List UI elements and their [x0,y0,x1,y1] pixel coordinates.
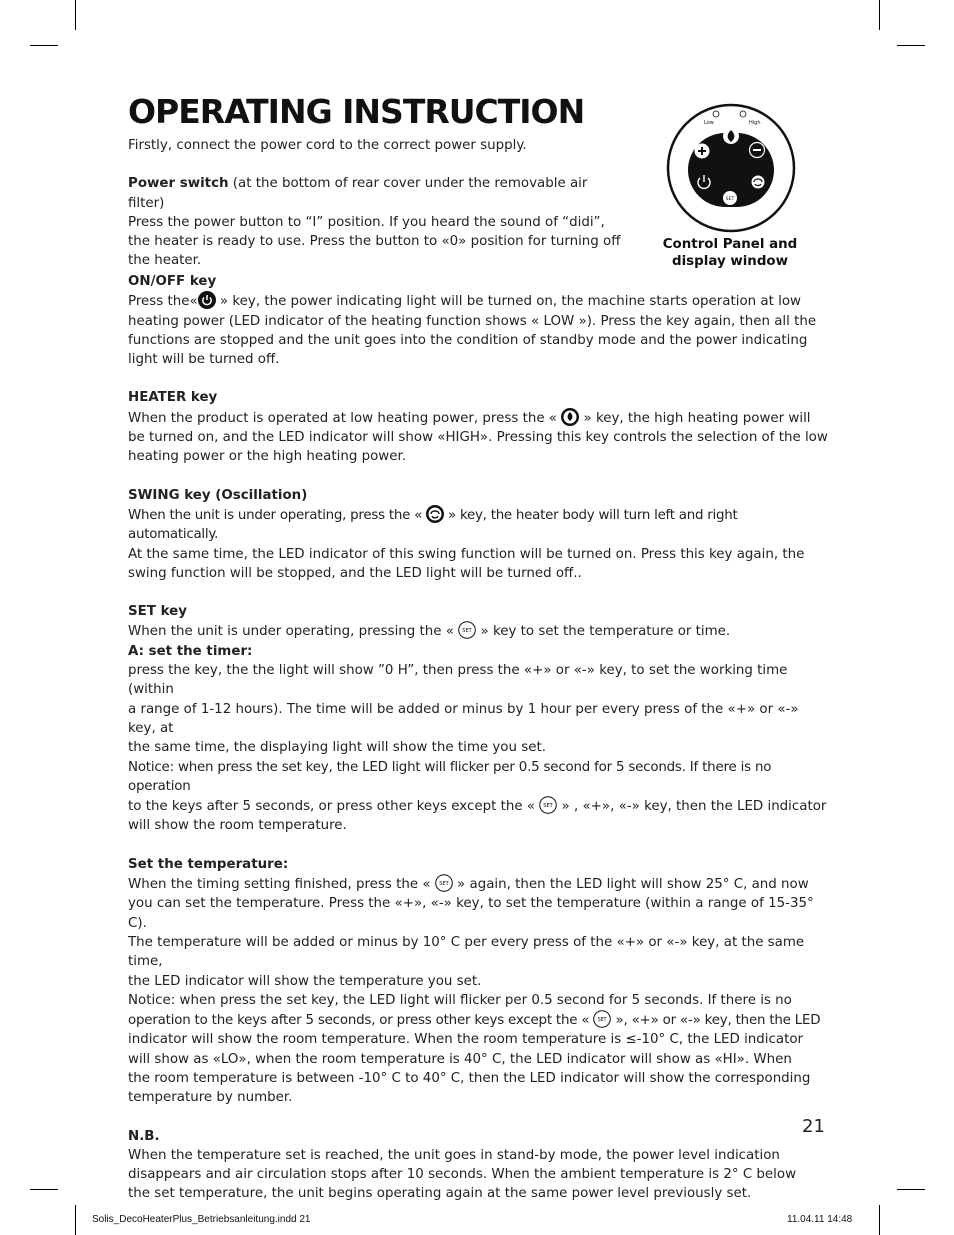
label-low: Low [704,120,714,126]
on-off-heading: ON/OFF key [128,274,217,289]
heater-key-icon [723,128,739,144]
main-content: ON/OFF key Press the« » key, the power indicating light will be turned on, the machine starts operation at low heating power (LED indicator of the heating function shows « LOW »). Press the key again, then all the functions are stopped and the unit goes into the condition of standby mode and the power indicating light will be turned off. HEATER key When the product is operated at low heating power, press the « » key, the high heating power will be turned on, and the LED indicator will show «HIGH». Pressing this key controls the selection of the low heating power or the high heating power. SWING key (Oscillation) When the unit is under operating, press the « » key, the heater body will turn left and right automatically. At the same time, the LED indicator of this swing function will be turned on. Press this key again, the swing function will be stopped, and the LED light will be turned off.. SET key When the unit is under operating, pressing the « SET » key to set the temperature or time. A: set the timer: press the key, the the light will show ”0 H”, then press the «+» or «-» key, to set the working time (within a range of 1-12 hours). The time will be added or minus by 1 hour per every press of the «+» or «-» key, at the same time, the displaying light will show the time you set. Notice: when press the set key, the LED light will flicker per 0.5 second for 5 seconds. If there is no operation to the keys after 5 seconds, or press other keys except the « SET » , «+», «-» key, then the LED indicator will show the room temperature. Set the temperature: When the timing setting finished, press the « SET » again, then the LED light will show 25° C, and now you can set the temperature. Press the «+», «-» key, to set the temperature (within a range of 15-35° C). The temperature will be added or minus by 10° C per every press of the «+» or «-» key, at the same time, the LED indicator will show the temperature you set. Notice: when press the set key, the LED light will flicker per 0.5 second for 5 seconds. If there is no operation to the keys after 5 seconds, or press other keys except the « SET », «+» or «-» key, then the LED indicator will show the room temperature. When the room temperature is ≤-10° C, the LED indicator will show as «LO», when the room temperature is 40° C, the LED indicator will show as «HI». When the room temperature is between -10° C to 40° C, then the LED indicator will show the corresponding temperature by number. N.B. When the temperature set is reached, the unit goes in stand-by mode, the power level indication disappears and air circulation stops after 10 seconds. When the ambient temperature is 2° C below the set temperature, the unit begins operating again at the same power level previously set. [128,274,828,1202]
svg-text:SET: SET [439,881,449,888]
svg-text:SET: SET [598,1017,607,1024]
crop-mark [879,1205,880,1235]
plus-key-icon [695,144,710,159]
swing-icon [426,505,444,523]
crop-mark [75,1205,76,1235]
page-title: OPERATING INSTRUCTION [128,92,585,131]
svg-text:SET: SET [543,803,553,810]
set-icon [539,796,557,814]
power-icon [198,291,216,309]
svg-text:SET: SET [725,197,735,202]
panel-caption: Control Panel and display window [662,237,798,269]
led-low-icon [713,111,719,117]
label-high: High [749,120,761,126]
set-icon [435,874,453,892]
crop-mark [897,45,925,46]
svg-text:SET: SET [462,628,472,635]
intro-section: Firstly, connect the power cord to the correct power supply. Power switch (at the bottom of rear cover under the removable air filter) Press the power button to “I” position. If you heard the sound of “didi”, the heater is ready to use. Press the button to «0» position for turning off the heater. [128,136,628,271]
set-key-heading: SET key [128,604,187,620]
crop-mark [75,0,76,30]
crop-mark [30,45,58,46]
temperature-heading: Set the temperature: [128,856,289,872]
set-icon [458,621,476,639]
led-high-icon [740,111,746,117]
power-switch-heading: Power switch [128,176,229,192]
swing-heading: SWING key (Oscillation) [128,487,308,503]
date-slug: 11.04.11 14:48 [787,1214,853,1225]
control-panel-illustration [666,103,796,233]
set-key-icon [723,191,737,205]
heater-heading: HEATER key [128,390,218,406]
page-number: 21 [802,1116,825,1137]
file-slug: Solis_DecoHeaterPlus_Betriebsanleitung.indd 21 [92,1214,311,1225]
heater-icon [561,408,579,426]
intro-text: Firstly, connect the power cord to the correct power supply. [128,138,527,153]
crop-mark [879,0,880,30]
nb-heading: N.B. [128,1128,160,1144]
crop-mark [897,1189,925,1190]
swing-key-icon [752,176,765,189]
timer-heading: A: set the timer: [128,643,253,659]
set-icon [593,1010,611,1028]
crop-mark [30,1189,58,1190]
